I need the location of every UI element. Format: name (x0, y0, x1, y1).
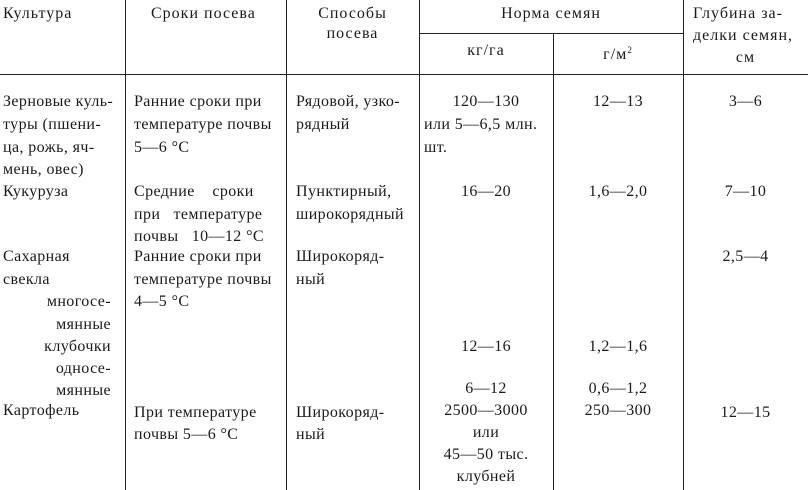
culture-cell: туры (пшени- (3, 116, 102, 133)
g-m2-cell: 1,6—2,0 (588, 183, 648, 200)
g-m2-cell: 250—300 (584, 402, 652, 419)
header-depth-line3: см (735, 49, 756, 66)
culture-cell: ца, рожь, яч- (3, 139, 95, 156)
culture-cell: мянные (56, 316, 111, 333)
culture-cell: мень, овес) (3, 161, 84, 178)
sowing-time-cell: почвы 10—12 °C (134, 228, 264, 245)
culture-cell: Зерновые куль- (3, 93, 114, 110)
culture-cell: Кукуруза (3, 183, 69, 200)
header-kg-ha: кг/га (467, 42, 505, 59)
method-cell: широкорядный (296, 206, 405, 223)
g-m2-cell: 12—13 (593, 93, 643, 110)
g-m2-cell: 0,6—1,2 (588, 380, 648, 397)
header-seed-rate: Норма семян (501, 5, 601, 22)
header-subdivider (419, 33, 683, 34)
kg-ha-cell: 16—20 (461, 183, 511, 200)
culture-cell: многосе- (46, 293, 111, 310)
header-g-m2: $г/м^2$ (603, 45, 633, 63)
sowing-time-cell: При температуре (134, 404, 257, 421)
culture-cell: Сахарная (3, 248, 70, 265)
sowing-time-cell: при температуре (134, 206, 263, 223)
kg-ha-cell: клубней (456, 468, 516, 485)
culture-cell: мянные (56, 382, 111, 399)
method-cell: Пунктирный, (296, 183, 392, 200)
header-culture: Культура (3, 5, 73, 22)
kg-ha-cell: шт. (424, 139, 448, 156)
kg-ha-cell: 45—50 тыс. (443, 446, 529, 463)
sowing-time-cell: Ранние сроки при (134, 93, 262, 110)
depth-cell: 2,5—4 (722, 248, 769, 265)
culture-cell: клубочки (44, 338, 111, 355)
depth-cell: 7—10 (724, 183, 767, 200)
kg-ha-cell: 120—130 (452, 93, 520, 110)
method-cell: ный (296, 426, 326, 443)
method-cell: ный (296, 271, 326, 288)
kg-ha-cell: 2500—3000 (444, 402, 528, 419)
depth-cell: 3—6 (728, 93, 763, 110)
sowing-time-cell: Средние сроки (134, 183, 254, 200)
sowing-time-cell: Ранние сроки при (134, 248, 262, 265)
sowing-time-cell: почвы 5—6 °C (134, 426, 239, 443)
header-bottom-rule (0, 74, 808, 75)
culture-cell: свекла (3, 271, 50, 288)
header-methods-line1: Способы (318, 5, 387, 22)
method-cell: Рядовой, узко- (296, 93, 401, 110)
sowing-time-cell: 4—5 °C (134, 293, 190, 310)
method-cell: Широкоряд- (296, 248, 385, 265)
header-methods-line2: посева (326, 25, 379, 42)
kg-ha-cell: или (472, 424, 500, 441)
culture-cell: Картофель (3, 402, 80, 419)
sowing-time-cell: температуре почвы (134, 271, 272, 288)
g-m2-cell: 1,2—1,6 (588, 338, 648, 355)
method-cell: рядный (296, 116, 350, 133)
kg-ha-cell: 6—12 (465, 380, 507, 397)
depth-cell: 12—15 (720, 404, 771, 421)
sowing-time-cell: температуре почвы (134, 116, 272, 133)
culture-cell: односе- (55, 360, 111, 377)
header-depth-line1: Глубина за- (693, 5, 783, 22)
kg-ha-cell: 12—16 (461, 338, 511, 355)
sowing-time-cell: 5—6 °C (134, 139, 190, 156)
header-depth-line2: делки семян, (693, 27, 794, 44)
method-cell: Широкоряд- (296, 404, 385, 421)
kg-ha-cell: или 5—6,5 млн. (424, 116, 538, 133)
header-sowing-time: Сроки посева (151, 5, 256, 22)
